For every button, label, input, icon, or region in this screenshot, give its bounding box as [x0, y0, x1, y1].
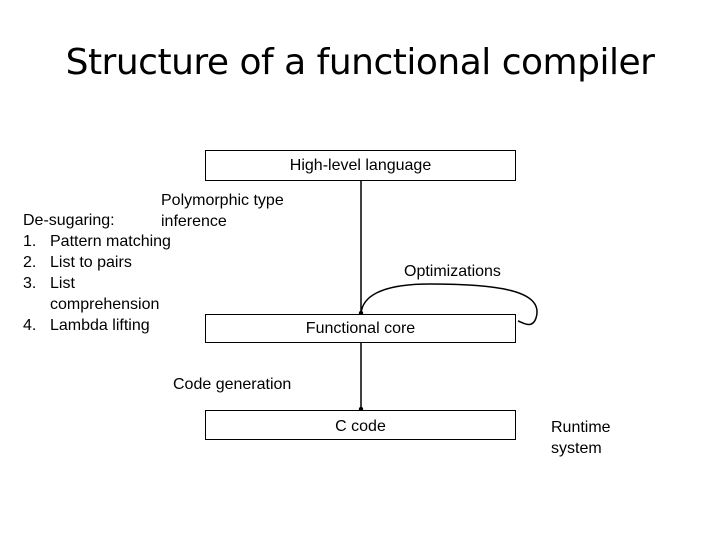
list-item-number: 4.	[23, 317, 37, 334]
high-level-language-box: High-level language	[205, 150, 516, 181]
polymorphic-line-1: Polymorphic type	[161, 192, 284, 209]
slide-title: Structure of a functional compiler	[65, 42, 655, 83]
runtime-line-2: system	[551, 440, 602, 457]
list-item	[23, 252, 171, 273]
functional-core-box: Functional core	[205, 314, 516, 343]
list-item-text	[50, 273, 159, 315]
list-item	[23, 273, 171, 315]
code-generation-label: Code generation	[173, 376, 292, 393]
optimizations-label: Optimizations	[404, 263, 501, 280]
runtime-line-1: Runtime	[551, 419, 611, 436]
list-item-text-line-1: List	[50, 275, 75, 292]
runtime-system-label	[551, 417, 611, 459]
list-item-text: Lambda lifting	[50, 317, 150, 334]
list-item	[23, 231, 171, 252]
list-item-text-line-2: comprehension	[50, 296, 160, 313]
polymorphic-type-label	[161, 190, 284, 211]
desugaring-label: De-sugaring:	[23, 212, 115, 229]
c-code-box: C code	[205, 410, 516, 440]
list-item-number: 1.	[23, 233, 37, 250]
list-item	[23, 315, 171, 336]
list-item-number: 3.	[23, 275, 37, 292]
list-item-number: 2.	[23, 254, 37, 271]
polymorphic-line-2: inference	[161, 213, 227, 230]
desugaring-steps-list	[23, 231, 171, 336]
list-item-text: List to pairs	[50, 254, 132, 271]
list-item-text: Pattern matching	[50, 233, 171, 250]
